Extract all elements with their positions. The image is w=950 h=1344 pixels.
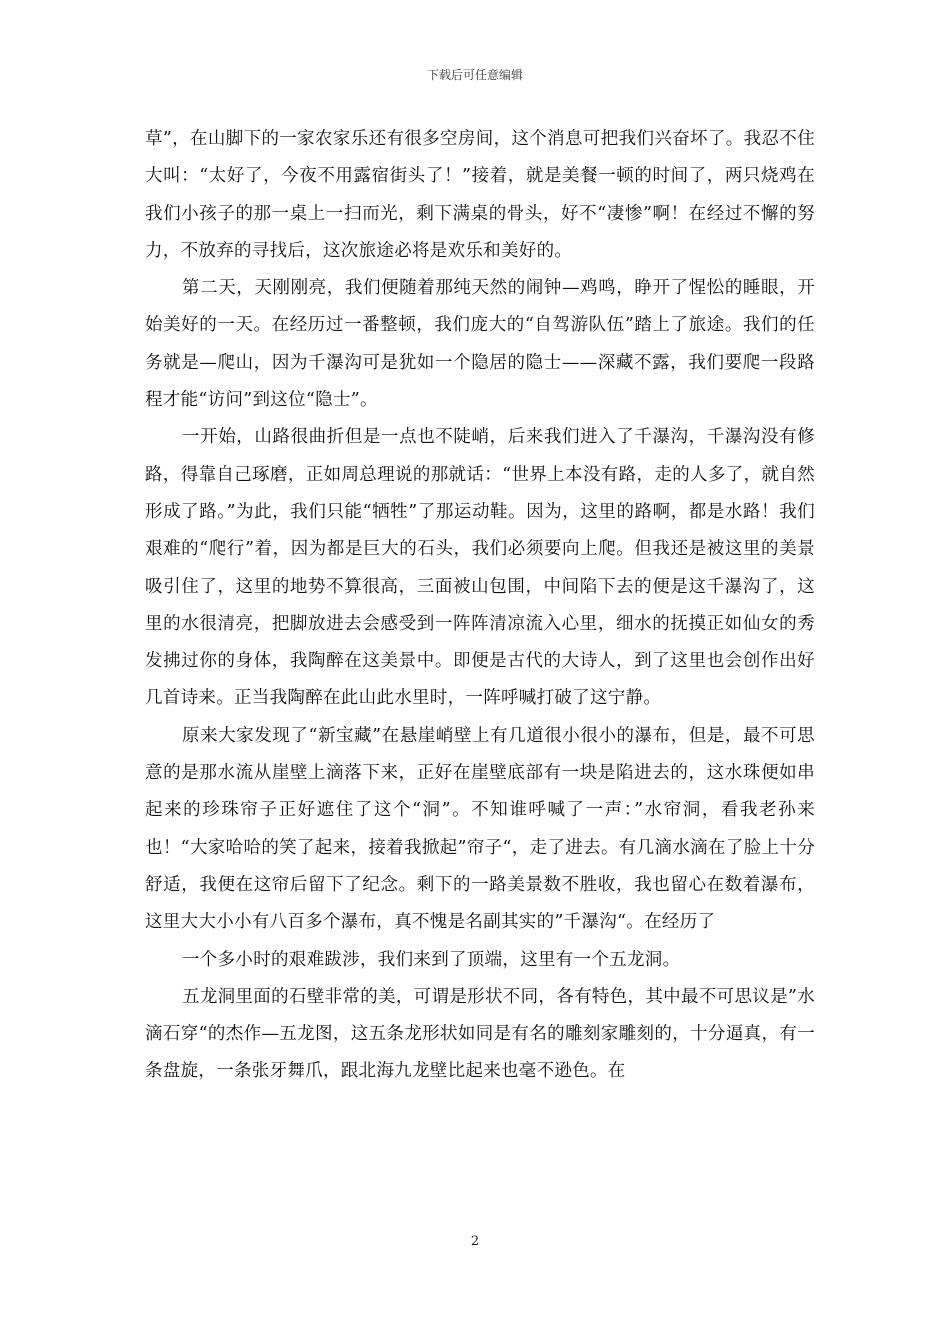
document-body — [145, 121, 815, 1091]
paragraph-5: 一个多小时的艰难跋涉，我们来到了顶端，这里有一个五龙洞。 — [182, 949, 681, 970]
page-number: 2 — [470, 1234, 480, 1249]
paragraph-2: 第二天，天刚刚亮，我们便随着那纯天然的闹钟—鸡鸣，睁开了惺忪的睡眼，开始美好的一天。在经历过一番整顿，我们庞大的“自驾游队伍”踏上了旅途。我们的任务就是—爬山，因为千瀑沟可是犹如一个隐居的隐士——深藏不露，我们要爬一段路程才能“访问”到这位“隐士”。 — [145, 278, 815, 411]
paragraph-3: 一开始，山路很曲折但是一点也不陡峭，后来我们进入了千瀑沟，千瀑沟没有修路，得靠自己琢磨，正如周总理说的那就话：“世界上本没有路，走的人多了，就自然形成了路。”为此，我们只能“牺牲”了那运动鞋。因为，这里的路啊，都是水路！我们艰难的“爬行”着，因为都是巨大的石头，我们必须要向上爬。但我还是被这里的美景吸引住了，这里的地势不算很高，三面被山包围，中间陷下去的便是这千瀑沟了，这里的水很清亮，把脚放进去会感受到一阵阵清凉流入心里，细水的抚摸正如仙女的秀发拂过你的身体，我陶醉在这美景中。即便是古代的大诗人，到了这里也会创作出好几首诗来。正当我陶醉在此山此水里时，一阵呼喊打破了这宁静。 — [145, 427, 815, 709]
paragraph-6: 五龙洞里面的石壁非常的美，可谓是形状不同，各有特色，其中最不可思议是”水滴石穿“的杰作—五龙图，这五条龙形状如同是有名的雕刻家雕刻的，十分逼真，有一条盘旋，一条张牙舞爪，跟北海九龙壁比起来也毫不逊色。在 — [145, 986, 815, 1082]
paragraph-4: 原来大家发现了“新宝藏”在悬崖峭壁上有几道很小很小的瀑布，但是，最不可思意的是那水流从崖壁上滴落下来，正好在崖壁底部有一块是陷进去的，这水珠便如串起来的珍珠帘子正好遮住了这个“洞”。不知谁呼喊了一声：”水帘洞，看我老孙来也！“大家哈哈的笑了起来，接着我掀起”帘子“，走了进去。有几滴水滴在了脸上十分舒适，我便在这帘后留下了纪念。剩下的一路美景数不胜收，我也留心在数着瀑布，这里大大小小有八百多个瀑布，真不愧是名副其实的”千瀑沟“。在经历了 — [145, 725, 815, 933]
paragraph-1: 草”，在山脚下的一家农家乐还有很多空房间，这个消息可把我们兴奋坏了。我忍不住大叫：“太好了，今夜不用露宿街头了！”接着，就是美餐一顿的时间了，两只烧鸡在我们小孩子的那一桌上一扫而光，剩下满桌的骨头，好不“凄惨”啊！在经过不懈的努力，不放弃的寻找后，这次旅途必将是欢乐和美好的。 — [145, 129, 815, 261]
page-header: 下载后可任意编辑 — [426, 68, 523, 82]
